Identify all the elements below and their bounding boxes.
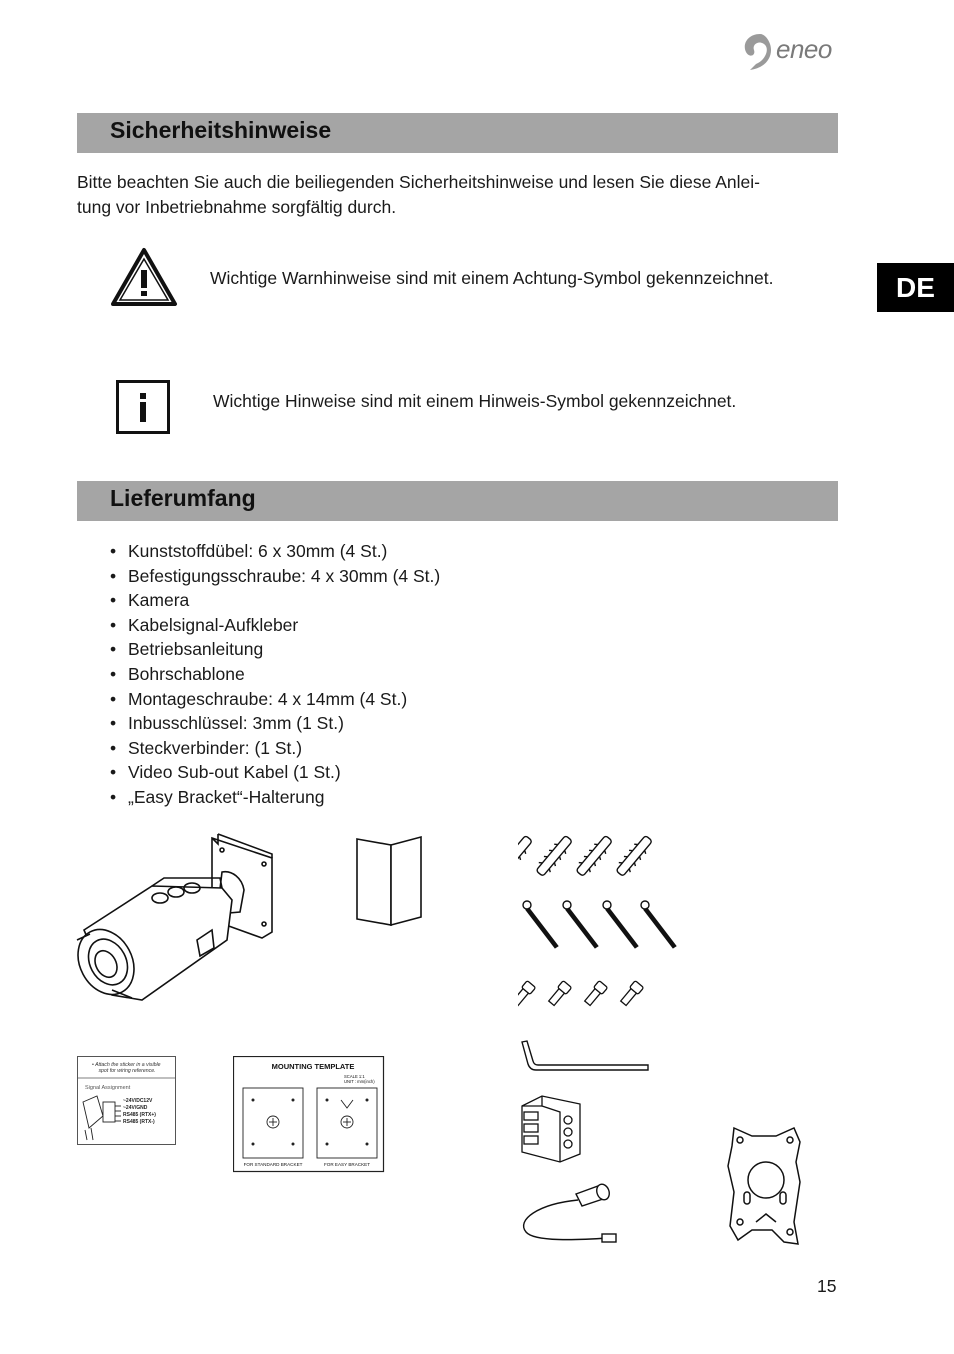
allen-key-illustration — [518, 1040, 652, 1074]
sticker-title: Signal Assignment — [85, 1085, 131, 1091]
sticker-line-1: ~24V/DC12V — [123, 1098, 153, 1104]
sticker-header: • Attach the sticker in a visible spot for wiring reference. — [92, 1062, 161, 1074]
info-icon — [116, 380, 170, 434]
list-item: • „Easy Bracket“-Halterung — [110, 786, 325, 807]
camera-illustration — [72, 830, 277, 1010]
list-item: • Kabelsignal-Aufkleber — [110, 614, 299, 635]
list-item: • Kunststoffdübel: 6 x 30mm (4 St.) — [110, 541, 388, 561]
scope-title: Lieferumfang — [110, 485, 256, 511]
safety-intro-line-2: tung vor Inbetriebnahme sorgfältig durch. — [77, 197, 397, 217]
sticker-line-4: RS485 (RTX-) — [123, 1119, 155, 1125]
brand-name: eneo — [776, 34, 832, 64]
sticker-line-2: ~24V/GND — [123, 1105, 148, 1111]
warning-note: Wichtige Warnhinweise sind mit einem Achtung-Symbol gekennzeichnet. — [210, 268, 774, 288]
list-item-label: Betriebsanleitung — [128, 639, 264, 660]
list-item-label: Kabelsignal-Aufkleber — [128, 614, 299, 635]
template-scale: SCALE 1:1 — [344, 1074, 365, 1079]
wall-plugs-illustration — [518, 835, 680, 883]
list-item: • Steckverbinder: (1 St.) — [110, 737, 303, 758]
eneo-logo-mark-icon — [740, 30, 776, 72]
terminal-connector-illustration — [518, 1092, 584, 1164]
scope-list — [108, 539, 440, 810]
list-item: • Befestigungsschraube: 4 x 30mm (4 St.) — [110, 565, 441, 586]
safety-intro-line-1: Bitte beachten Sie auch die beiliegenden Sicherheitshinweise und lesen Sie diese Anlei- — [77, 172, 760, 192]
list-item: • Video Sub-out Kabel (1 St.) — [110, 762, 341, 783]
list-item-label: Kunststoffdübel: 6 x 30mm (4 St.) — [128, 541, 388, 561]
list-item-label: Bohrschablone — [128, 663, 245, 684]
safety-title: Sicherheitshinweise — [110, 117, 332, 143]
mounting-template-illustration — [233, 1056, 385, 1174]
safety-section-header — [77, 113, 838, 153]
list-item: • Kamera — [110, 590, 190, 611]
list-item-label: „Easy Bracket“-Halterung — [128, 786, 325, 807]
manual-booklet-illustration — [353, 833, 425, 928]
template-left-label: FOR STANDARD BRACKET — [243, 1162, 303, 1167]
template-title: MOUNTING TEMPLATE — [271, 1062, 355, 1071]
warning-triangle-icon — [110, 246, 178, 308]
eneo-logo — [740, 30, 840, 72]
list-item-label: Video Sub-out Kabel (1 St.) — [128, 762, 341, 783]
cable-sticker-illustration — [77, 1056, 177, 1146]
easy-bracket-illustration — [722, 1122, 804, 1250]
list-item-label: Inbusschlüssel: 3mm (1 St.) — [128, 713, 344, 734]
list-item-label: Kamera — [128, 590, 190, 611]
fixing-screws-illustration — [518, 898, 680, 950]
list-item: • Inbusschlüssel: 3mm (1 St.) — [110, 713, 344, 734]
info-note: Wichtige Hinweise sind mit einem Hinweis-Symbol gekennzeichnet. — [213, 391, 737, 411]
list-item-label: Steckverbinder: (1 St.) — [128, 737, 303, 758]
list-item-label: Befestigungsschraube: 4 x 30mm (4 St.) — [128, 565, 441, 586]
list-item-label: Montageschraube: 4 x 14mm (4 St.) — [128, 688, 408, 709]
list-item: • Montageschraube: 4 x 14mm (4 St.) — [110, 688, 408, 709]
template-right-label: FOR EASY BRACKET — [323, 1162, 371, 1167]
page-number: 15 — [817, 1276, 837, 1296]
sticker-line-3: RS485 (RTX+) — [123, 1112, 156, 1118]
list-item: • Betriebsanleitung — [110, 639, 264, 660]
scope-section-header — [77, 481, 838, 521]
list-item: • Bohrschablone — [110, 663, 245, 684]
video-cable-illustration — [518, 1180, 620, 1246]
mounting-screws-illustration — [518, 980, 658, 1010]
template-unit: UNIT : mm(inch) — [344, 1079, 375, 1084]
safety-intro — [77, 170, 837, 220]
language-tab: DE — [877, 263, 954, 312]
